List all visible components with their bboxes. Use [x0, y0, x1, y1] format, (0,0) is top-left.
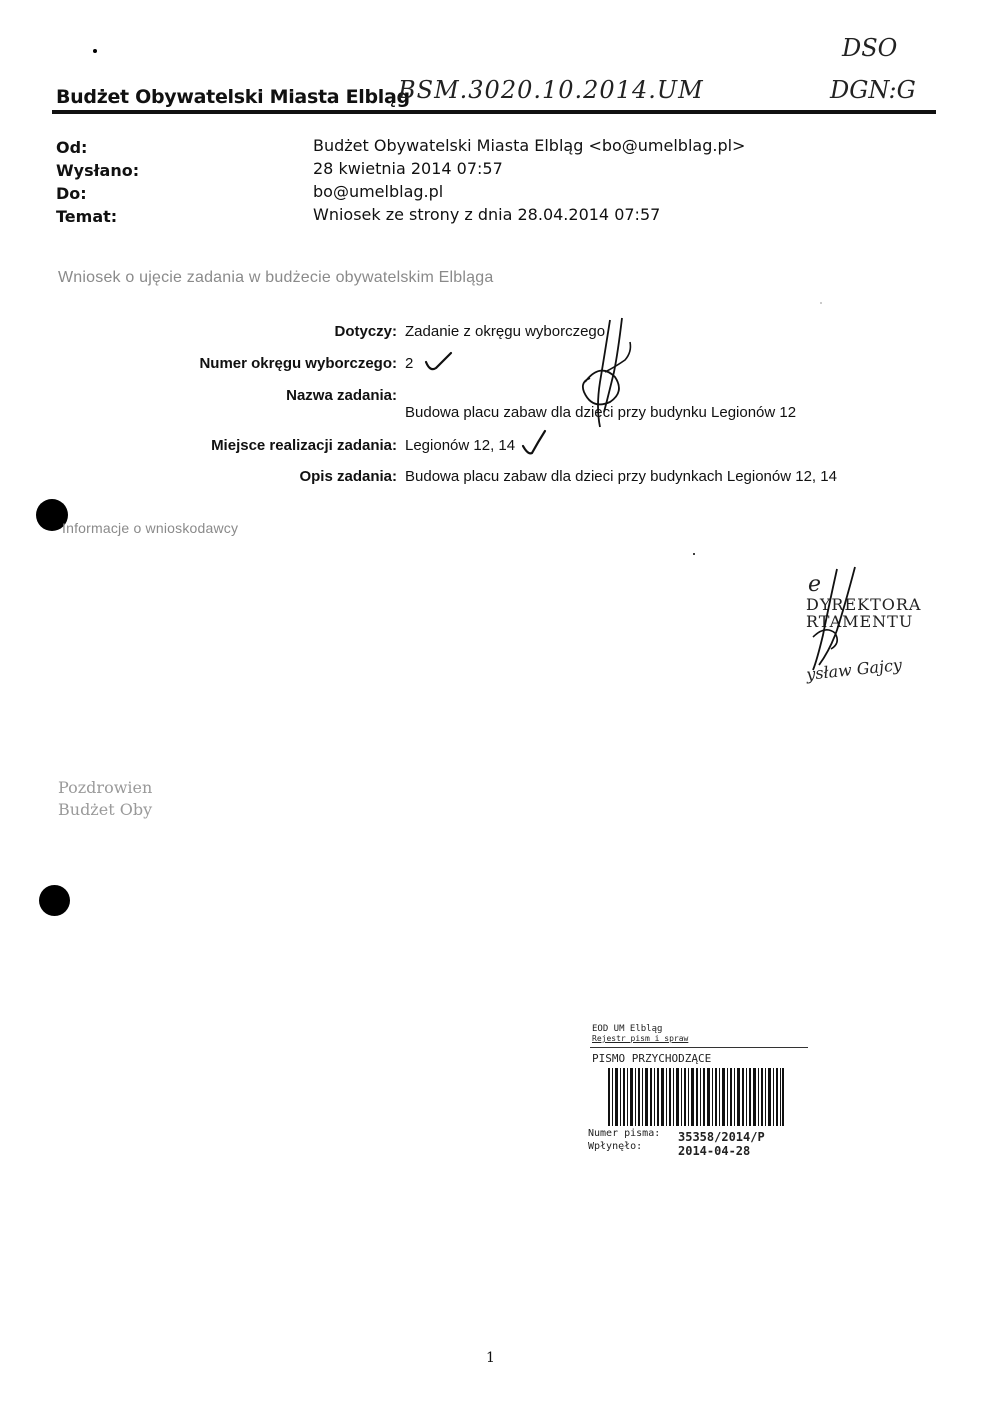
- meta-label-sent: Wysłano:: [56, 161, 140, 180]
- field-value-district: 2: [405, 355, 414, 372]
- field-value-location: Legionów 12, 14: [405, 437, 516, 454]
- meta-value-sent: 28 kwietnia 2014 07:57: [313, 159, 503, 178]
- speck: [93, 49, 97, 53]
- checkmark-icon: [520, 428, 548, 458]
- stamp-line-1: DYREKTORA: [806, 595, 922, 614]
- field-label-concerns: Dotyczy:: [334, 323, 397, 340]
- handwritten-reference: BSM.3020.10.2014.UM: [398, 76, 704, 104]
- field-label-district: Numer okręgu wyborczego:: [199, 355, 397, 372]
- signature-scribble: [570, 312, 640, 432]
- greeting-line-1: Pozdrowien: [58, 778, 153, 797]
- checkmark-icon: [424, 350, 454, 376]
- registry-divider: [590, 1047, 808, 1048]
- applicant-section-title: Informacje o wnioskodawcy: [62, 520, 239, 536]
- handwritten-top-right-2: DGN:G: [830, 76, 916, 104]
- field-label-task-name: Nazwa zadania:: [286, 387, 397, 404]
- meta-label-subject: Temat:: [56, 207, 118, 226]
- stamp-line-2: RTAMENTU: [806, 612, 914, 631]
- header-divider: [52, 110, 936, 114]
- form-section-title: Wniosek o ujęcie zadania w budżecie obywatelskim Elbląga: [58, 269, 494, 286]
- handwritten-top-right: DSO: [842, 34, 898, 62]
- registry-number-label: Numer pisma:: [588, 1128, 661, 1139]
- registry-number-value: 35358/2014/P: [678, 1130, 765, 1144]
- speck: [693, 553, 695, 555]
- meta-label-to: Do:: [56, 184, 87, 203]
- stamp-line-3: ysław Gajcy: [805, 655, 903, 684]
- stamp-mark: e: [808, 572, 822, 597]
- registry-received-value: 2014-04-28: [678, 1144, 751, 1158]
- registry-register: Rejestr pism i spraw: [592, 1034, 689, 1043]
- meta-label-from: Od:: [56, 138, 88, 157]
- meta-value-from: Budżet Obywatelski Miasta Elbląg <bo@umelblag.pl>: [313, 136, 746, 155]
- field-value-description: Budowa placu zabaw dla dzieci przy budynkach Legionów 12, 14: [405, 468, 837, 485]
- meta-value-to: bo@umelblag.pl: [313, 182, 444, 201]
- registry-office: EOD UM Elbląg: [592, 1024, 663, 1034]
- director-signature: [805, 565, 865, 675]
- registry-received-label: Wpłynęło:: [588, 1141, 643, 1152]
- field-value-task-name: Budowa placu zabaw dla dzieci przy budynku Legionów 12: [405, 404, 797, 421]
- speck: [820, 302, 822, 304]
- field-label-location: Miejsce realizacji zadania:: [211, 437, 397, 454]
- page-number: 1: [486, 1350, 495, 1366]
- meta-value-subject: Wniosek ze strony z dnia 28.04.2014 07:57: [313, 205, 661, 224]
- field-value-concerns: Zadanie z okręgu wyborczego: [405, 323, 606, 340]
- document-title: Budżet Obywatelski Miasta Elbląg: [56, 86, 410, 108]
- punch-hole: [39, 885, 70, 916]
- greeting-line-2: Budżet Oby: [58, 800, 153, 819]
- field-label-description: Opis zadania:: [299, 468, 397, 485]
- registry-doc-type: PISMO PRZYCHODZĄCE: [592, 1052, 712, 1065]
- barcode: [608, 1068, 784, 1126]
